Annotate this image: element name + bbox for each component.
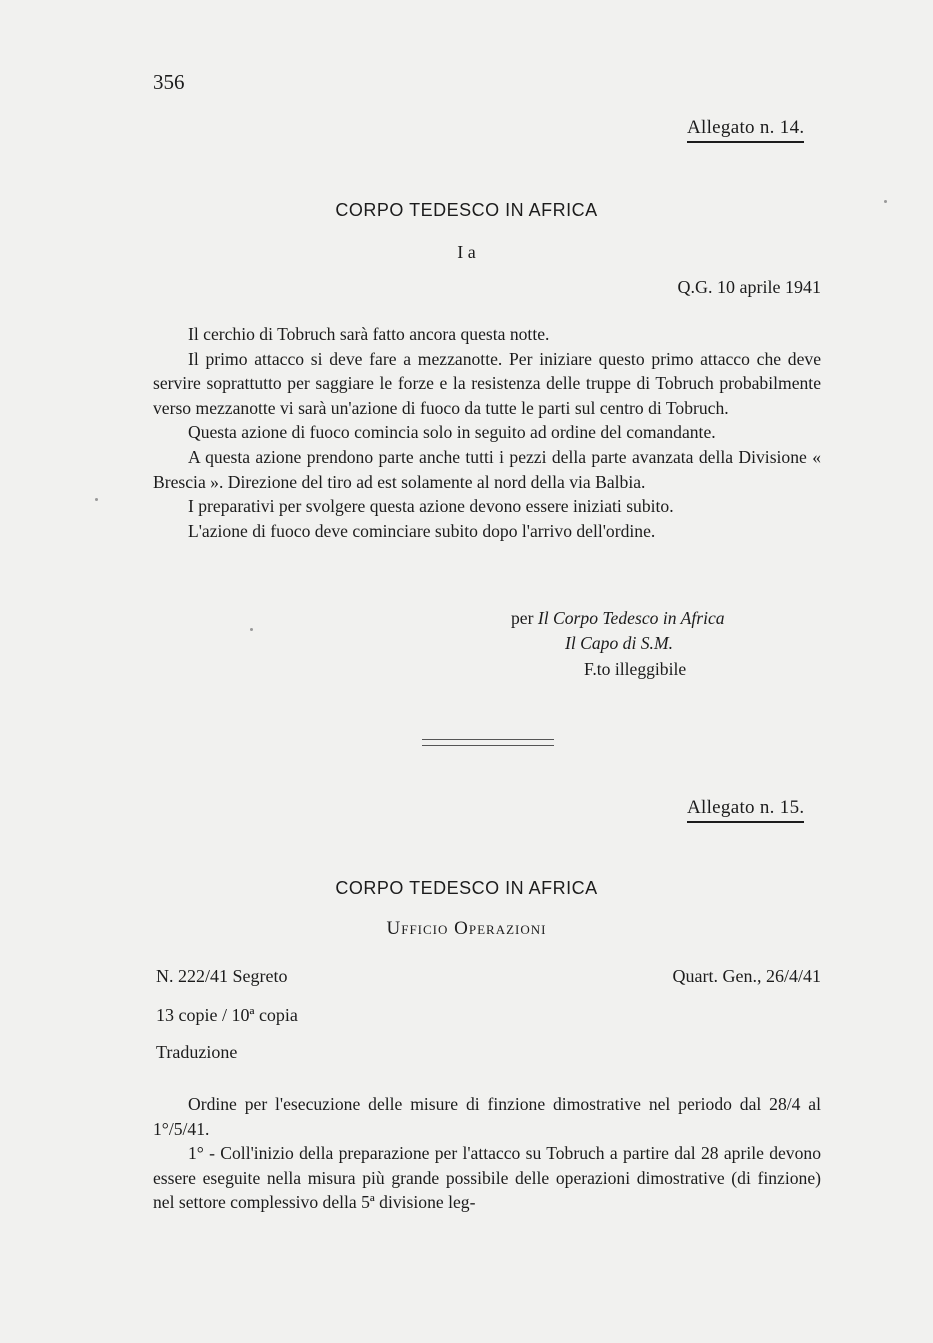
annex-15-subheader: Ufficio Operazioni <box>386 918 547 939</box>
annex-15-body <box>153 1092 821 1215</box>
paragraph: Questa azione di fuoco comincia solo in seguito ad ordine del comandante. <box>188 422 716 443</box>
speck <box>95 498 98 501</box>
paragraph: I preparativi per svolgere questa azione devono essere iniziati subito. <box>188 496 674 517</box>
annex-15-copies: 13 copie / 10ª copia <box>156 1005 298 1025</box>
page-number: 356 <box>153 70 185 94</box>
section-divider <box>422 739 554 746</box>
signature-line-2: Il Capo di S.M. <box>565 633 674 653</box>
paragraph: L'azione di fuoco deve cominciare subito dopo l'arrivo dell'ordine. <box>188 520 656 541</box>
annex-14-place-date: Q.G. 10 aprile 1941 <box>677 277 821 297</box>
signature-line-3: F.to illeggibile <box>584 659 687 679</box>
signature-organization: Il Corpo Tedesco in Africa <box>537 608 725 628</box>
signature-line-1 <box>511 608 725 629</box>
signature-prefix: per <box>511 608 534 628</box>
annex-15-translation-note: Traduzione <box>156 1042 238 1062</box>
annex-14-label: Allegato n. 14. <box>687 117 804 143</box>
annex-15-header: CORPO TEDESCO IN AFRICA <box>335 878 598 898</box>
annex-14-subheader: I a <box>457 242 476 262</box>
annex-14-body <box>153 322 821 543</box>
annex-15-label: Allegato n. 15. <box>687 797 804 823</box>
paragraph: Il primo attacco si deve fare a mezzanotte. Per iniziare questo primo attacco che deve servire soprattutto per saggiare le forze e la resistenza delle truppe di Tobruch probabilmente verso mezzanotte vi sarà un'azione di fuoco da tutte le parti sul centro di Tobruch. <box>153 348 821 418</box>
annex-15-ref-number: N. 222/41 Segreto <box>156 966 288 986</box>
paragraph: A questa azione prendono parte anche tutti i pezzi della parte avanzata della Divisione « Brescia ». Direzione del tiro ad est solamente al nord della via Balbia. <box>153 446 821 492</box>
paragraph: 1° - Coll'inizio della preparazione per l'attacco su Tobruch a partire dal 28 aprile devono essere eseguite nella misura più grande possibile delle operazioni dimostrative (di finzione) nel settore complessivo della 5ª divisione leg- <box>153 1143 821 1213</box>
speck <box>884 200 887 203</box>
paragraph: Ordine per l'esecuzione delle misure di finzione dimostrative nel periodo dal 28/4 al 1°/5/41. <box>153 1094 821 1139</box>
paragraph: Il cerchio di Tobruch sarà fatto ancora questa notte. <box>188 324 550 344</box>
annex-15-place-date: Quart. Gen., 26/4/41 <box>672 966 821 986</box>
annex-14-header: CORPO TEDESCO IN AFRICA <box>335 200 598 220</box>
speck <box>250 628 253 631</box>
